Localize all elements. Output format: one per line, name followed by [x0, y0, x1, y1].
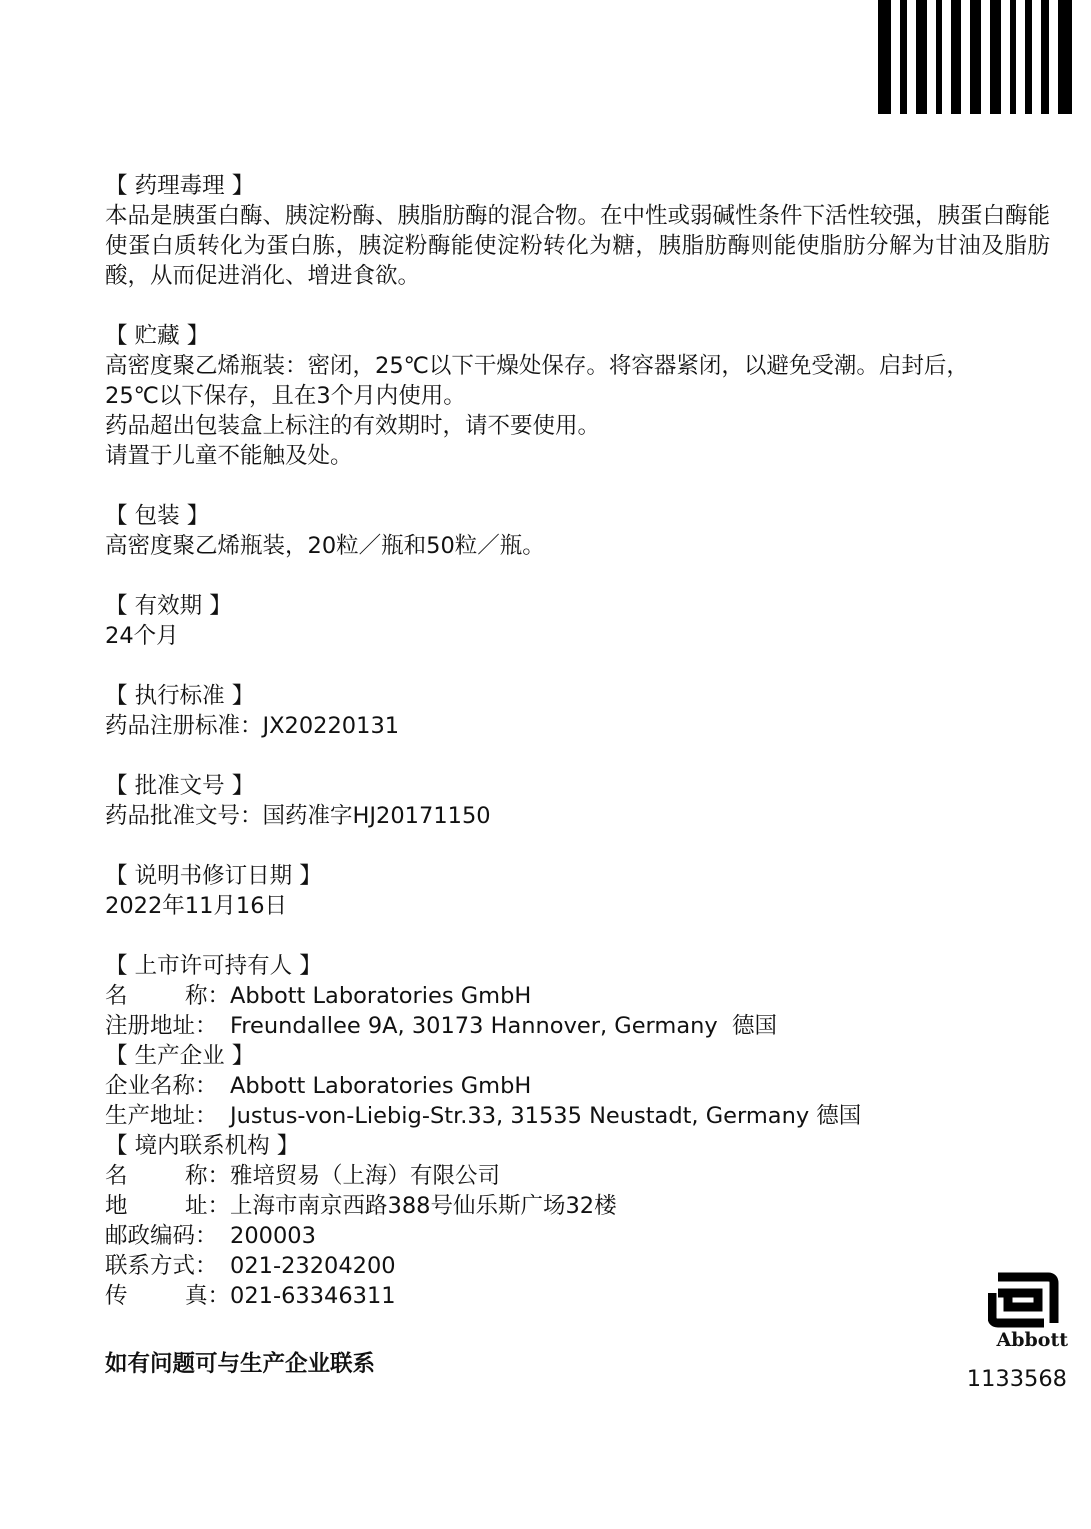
field-value: 雅培贸易（上海）有限公司 — [230, 1163, 501, 1189]
section-heading: 【 药理毒理 】 — [105, 173, 255, 199]
contact-fax-row — [105, 1281, 1050, 1311]
field-label: 名 称： — [105, 983, 230, 1009]
section-text: 药品注册标准：JX20220131 — [105, 713, 400, 739]
section-heading: 【 生产企业 】 — [105, 1043, 255, 1069]
abbott-logo-icon — [988, 1263, 1068, 1331]
field-value: 上海市南京西路388号仙乐斯广场32楼 — [230, 1193, 617, 1219]
brand-name: Abbott — [996, 1329, 1068, 1351]
section-line: 请置于儿童不能触及处。 — [105, 443, 353, 469]
barcode-icon — [878, 0, 1075, 114]
storage-section — [105, 321, 1050, 471]
manufacturer-address-row — [105, 1101, 1050, 1131]
section-heading: 【 贮藏 】 — [105, 323, 210, 349]
section-heading: 【 有效期 】 — [105, 593, 232, 619]
revision-section — [105, 861, 1050, 921]
section-text: 药品批准文号：国药准字HJ20171150 — [105, 803, 491, 829]
field-label: 邮政编码： — [105, 1223, 218, 1249]
manufacturer-name-row — [105, 1071, 1050, 1101]
section-line: 高密度聚乙烯瓶装：密闭，25℃以下干燥处保存。将容器紧闭，以避免受潮。启封后， — [105, 353, 969, 379]
contact-postal-row — [105, 1221, 1050, 1251]
section-text: 本品是胰蛋白酶、胰淀粉酶、胰脂肪酶的混合物。在中性或弱碱性条件下活性较强，胰蛋白酶能使蛋白质转化为蛋白胨，胰淀粉酶能使淀粉转化为糖，胰脂肪酶则能使脂肪分解为甘油及脂肪酸，从而促进消化、增进食欲。 — [105, 203, 1051, 289]
holder-name-row — [105, 981, 1050, 1011]
field-label: 传 真： — [105, 1283, 230, 1309]
field-value: 021-63346311 — [230, 1283, 396, 1309]
field-label: 联系方式： — [105, 1253, 218, 1279]
packaging-section — [105, 501, 1050, 561]
field-label: 企业名称： — [105, 1073, 218, 1099]
contact-phone-row — [105, 1251, 1050, 1281]
field-value: Freundallee 9A, 30173 Hannover, Germany 德国 — [230, 1013, 777, 1039]
section-line: 25℃以下保存，且在3个月内使用。 — [105, 383, 466, 409]
field-label: 注册地址： — [105, 1013, 218, 1039]
section-heading: 【 说明书修订日期 】 — [105, 863, 322, 889]
section-text: 高密度聚乙烯瓶装，20粒／瓶和50粒／瓶。 — [105, 533, 545, 559]
section-heading: 【 包装 】 — [105, 503, 210, 529]
section-heading: 【 境内联系机构 】 — [105, 1133, 300, 1159]
pharmacology-section — [105, 171, 1050, 291]
domestic-contact-section — [105, 1131, 1050, 1311]
contact-note: 如有问题可与生产企业联系 — [105, 1351, 376, 1377]
field-value: 200003 — [230, 1223, 316, 1249]
holder-address-row — [105, 1011, 1050, 1041]
field-label: 生产地址： — [105, 1103, 218, 1129]
section-heading: 【 执行标准 】 — [105, 683, 255, 709]
document-code: 1133568 — [966, 1366, 1067, 1392]
field-label: 名 称： — [105, 1163, 230, 1189]
section-heading: 【 上市许可持有人 】 — [105, 953, 322, 979]
section-line: 药品超出包装盒上标注的有效期时，请不要使用。 — [105, 413, 601, 439]
validity-section — [105, 591, 1050, 651]
field-value: Abbott Laboratories GmbH — [230, 983, 532, 1009]
field-label: 地 址： — [105, 1193, 230, 1219]
contact-name-row — [105, 1161, 1050, 1191]
section-text: 2022年11月16日 — [105, 893, 288, 919]
section-heading: 【 批准文号 】 — [105, 773, 255, 799]
contact-address-row — [105, 1191, 1050, 1221]
leaflet-content — [105, 171, 1050, 1311]
approval-section — [105, 771, 1050, 831]
manufacturer-section — [105, 1041, 1050, 1131]
field-value: Abbott Laboratories GmbH — [230, 1073, 532, 1099]
field-value: Justus-von-Liebig-Str.33, 31535 Neustadt, Germany 德国 — [230, 1103, 862, 1129]
field-value: 021-23204200 — [230, 1253, 396, 1279]
section-text: 24个月 — [105, 623, 179, 649]
holder-section — [105, 951, 1050, 1041]
standard-section — [105, 681, 1050, 741]
